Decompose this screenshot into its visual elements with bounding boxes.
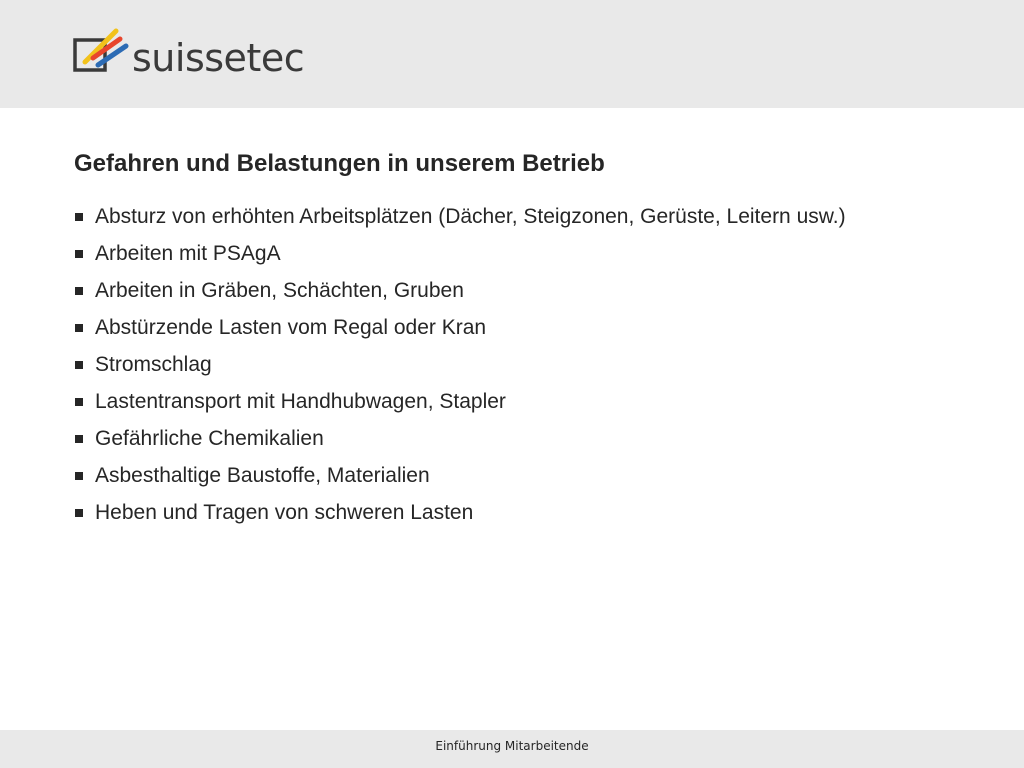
slide-content [74, 146, 974, 531]
footer-bar [0, 730, 1024, 768]
square-bullet-icon [75, 472, 83, 480]
list-item-text: Arbeiten in Gräben, Schächten, Gruben [95, 279, 464, 302]
list-item-text: Asbesthaltige Baustoffe, Materialien [95, 464, 430, 487]
slide-title: Gefahren und Belastungen in unserem Betrieb [74, 150, 605, 177]
header-bar [0, 0, 1024, 108]
list-item [74, 457, 974, 494]
square-bullet-icon [75, 361, 83, 369]
list-item [74, 272, 974, 309]
list-item-text: Abstürzende Lasten vom Regal oder Kran [95, 316, 487, 339]
list-item-text: Lastentransport mit Handhubwagen, Stapler [95, 390, 506, 413]
suissetec-logo-icon [72, 28, 132, 80]
bullet-list [74, 198, 974, 531]
logo-text: suissetec [132, 36, 305, 80]
square-bullet-icon [75, 324, 83, 332]
list-item [74, 198, 974, 235]
list-item [74, 235, 974, 272]
list-item-text: Stromschlag [95, 353, 212, 376]
square-bullet-icon [75, 509, 83, 517]
list-item [74, 383, 974, 420]
square-bullet-icon [75, 250, 83, 258]
square-bullet-icon [75, 398, 83, 406]
list-item-text: Heben und Tragen von schweren Lasten [95, 501, 474, 524]
square-bullet-icon [75, 435, 83, 443]
list-item-text: Gefährliche Chemikalien [95, 427, 324, 450]
list-item [74, 346, 974, 383]
square-bullet-icon [75, 287, 83, 295]
list-item [74, 309, 974, 346]
footer-text: Einführung Mitarbeitende [435, 739, 589, 753]
suissetec-logo [72, 28, 304, 80]
list-item-text: Absturz von erhöhten Arbeitsplätzen (Dächer, Steigzonen, Gerüste, Leitern usw.) [95, 205, 846, 228]
square-bullet-icon [75, 213, 83, 221]
list-item [74, 494, 974, 531]
list-item-text: Arbeiten mit PSAgA [95, 242, 281, 265]
list-item [74, 420, 974, 457]
